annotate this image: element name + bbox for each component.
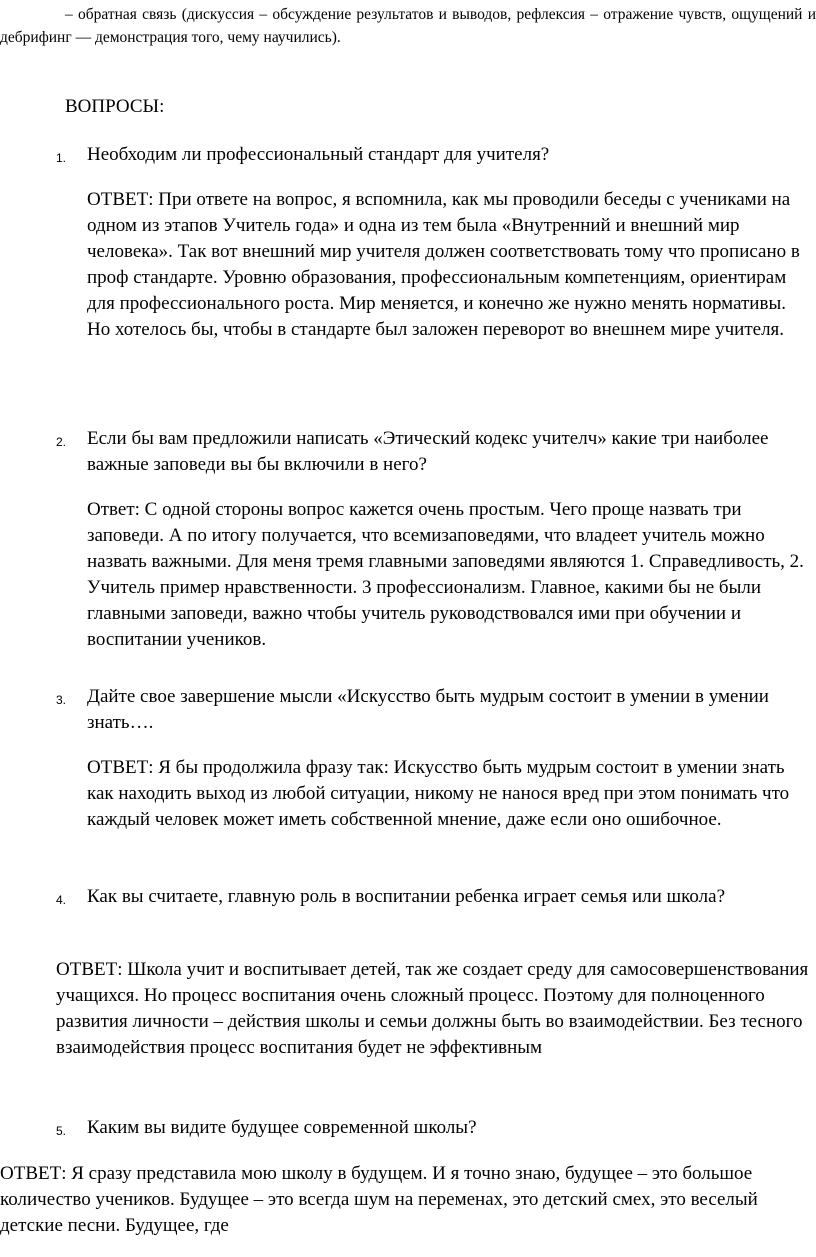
answer-text: ОТВЕТ: Я бы продолжила фразу так: Искусство быть мудрым состоит в умении знать как находить выход из любой ситуации, никому не нанося вред при этом понимать что каждый человек может иметь собственной мнение, даже если оно ошибочное.	[87, 757, 790, 830]
question-text: Каким вы видите будущее современной школы?	[87, 1117, 477, 1138]
question-text: Дайте свое завершение мысли «Искусство быть мудрым состоит в умении в умении знать….	[87, 686, 769, 733]
question-text: Необходим ли профессиональный стандарт для учителя?	[87, 144, 550, 165]
answer-text: ОТВЕТ: Я сразу представила мою школу в будущем. И я точно знаю, будущее – это большое количество учеников. Будущее – это всегда шум на переменах, это детский смех, это веселый детские песни. Будущее, где	[0, 1163, 758, 1236]
question-text: Как вы считаете, главную роль в воспитании ребенка играет семья или школа?	[87, 886, 726, 907]
question-number: 3.	[56, 693, 67, 707]
intro-paragraph: – обратная связь (дискуссия – обсуждение результатов и выводов, рефлексия – отражение чувств, ощущений и дебрифинг — демонстрация того, чему научились).	[0, 6, 816, 46]
question-number: 2.	[56, 435, 67, 449]
question-number: 4.	[56, 893, 67, 907]
questions-heading: ВОПРОСЫ:	[65, 96, 165, 117]
question-number: 5.	[56, 1124, 67, 1138]
question-number: 1.	[56, 151, 67, 165]
answer-text: ОТВЕТ: При ответе на вопрос, я вспомнила, как мы проводили беседы с учениками на одном из этапов Учитель года» и одна из тем была «Внутренний и внешний мир человека». Так вот внешний мир учителя должен соответствовать тому что прописано в проф стандарте. Уровню образования, профессиональным компетенциям, ориентирам для профессионального роста. Мир меняется, и конечно же нужно менять нормативы. Но хотелось бы, чтобы в стандарте был заложен переворот во внешнем мире учителя.	[87, 189, 800, 340]
answer-text: ОТВЕТ: Школа учит и воспитывает детей, так же создает среду для самосовершенствования учащихся. Но процесс воспитания очень сложный процесс. Поэтому для полноценного развития личности – действия школы и семьи должны быть во взаимодействии. Без тесного взаимодействия процесс воспитания будет не эффективным	[56, 959, 809, 1058]
answer-text: Ответ: С одной стороны вопрос кажется очень простым. Чего проще назвать три заповеди. А по итогу получается, что всемизаповедями, что владеет учитель можно назвать важными. Для меня тремя главными заповедями являются 1. Справедливость, 2. Учитель пример нравственности. 3 профессионализм. Главное, какими бы не были главными заповеди, важно чтобы учитель руководствовался ими при обучении и воспитании учеников.	[87, 499, 804, 650]
question-text: Если бы вам предложили написать «Этический кодекс учителч» какие три наиболее важные заповеди вы бы включили в него?	[87, 428, 769, 475]
